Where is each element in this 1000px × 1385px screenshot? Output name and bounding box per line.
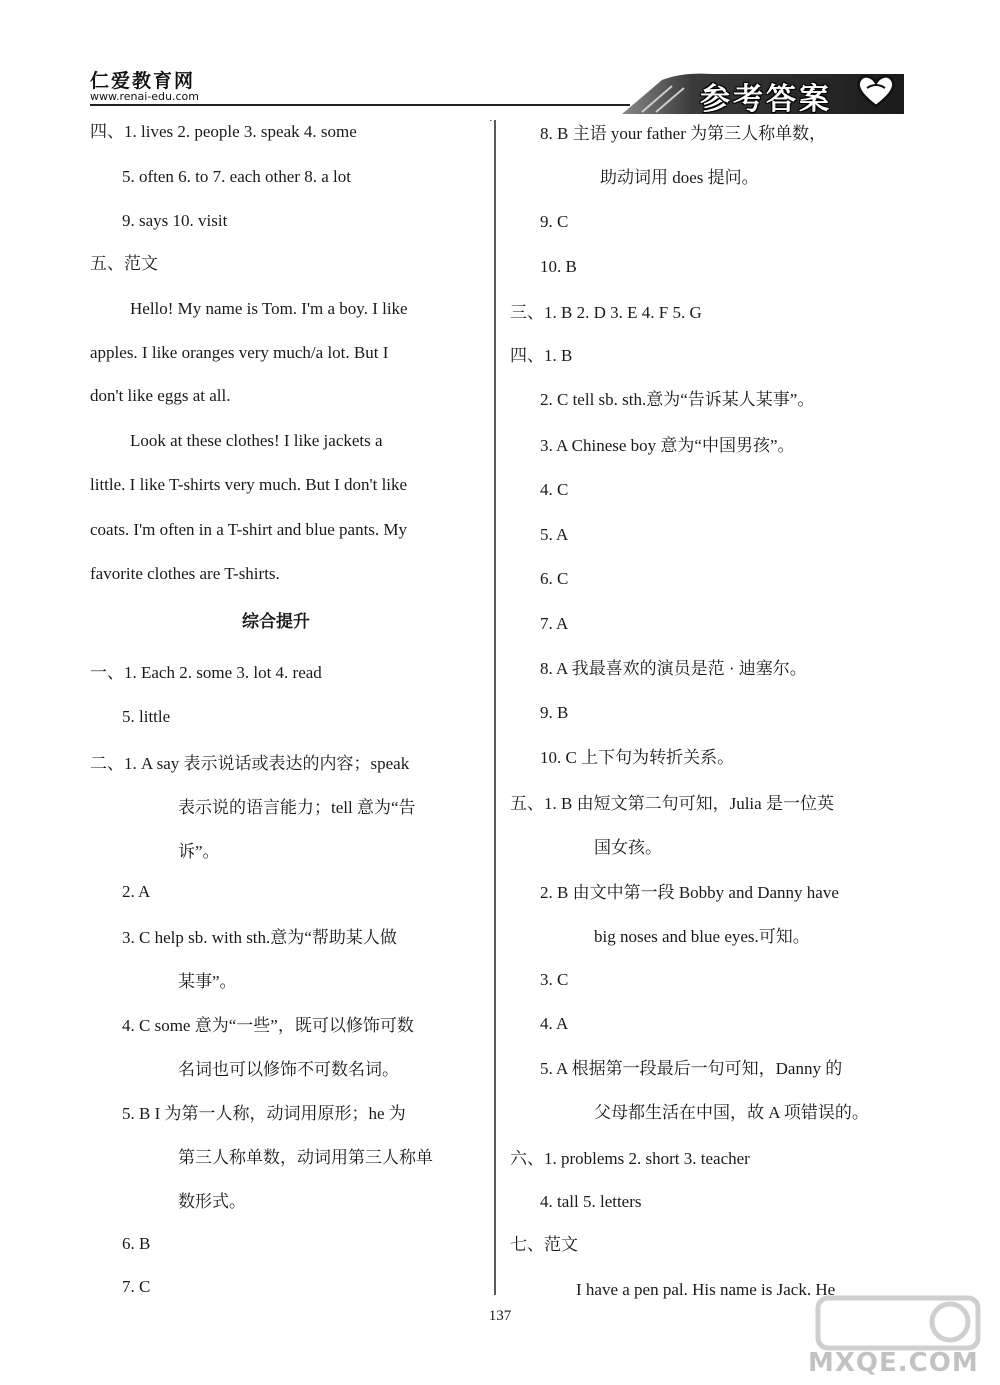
right-answer-line: 2. C tell sb. sth.意为“告诉某人某事”。 [540, 390, 815, 409]
left-answer-line: 诉”。 [178, 842, 220, 861]
page-header [0, 0, 1000, 115]
left-answer-line: 五、范文 [90, 254, 158, 273]
right-answer-line: 助动词用 does 提问。 [600, 168, 759, 187]
right-answer-line: 9. C [540, 212, 569, 231]
right-answer-line: I have a pen pal. His name is Jack. He [576, 1280, 836, 1299]
left-answer-line: 表示说的语言能力；tell 意为“告 [178, 798, 416, 817]
right-answer-line: 4. tall 5. letters [540, 1192, 642, 1211]
left-answer-line: apples. I like oranges very much/a lot. But I [90, 343, 389, 362]
left-answer-line: 名词也可以修饰不可数名词。 [178, 1060, 399, 1079]
right-answer-line: 3. C [540, 970, 569, 989]
right-answer-line: 7. A [540, 614, 569, 633]
left-answer-line: Hello! My name is Tom. I'm a boy. I like [130, 299, 408, 318]
right-answer-line: 七、范文 [510, 1235, 578, 1254]
right-answer-line: 10. B [540, 257, 577, 276]
left-answer-line: 5. little [122, 707, 171, 726]
left-answer-line: 3. C help sb. with sth.意为“帮助某人做 [122, 928, 397, 947]
left-answer-line: 四、1. lives 2. people 3. speak 4. some [90, 122, 357, 141]
left-answer-line: 第三人称单数，动词用第三人称单 [178, 1148, 433, 1167]
banner-title: 参考答案 [700, 82, 832, 117]
page-number: 137 [488, 1308, 512, 1324]
site-url: www.renai-edu.com [90, 90, 199, 103]
right-answer-line: 5. A 根据第一段最后一句可知，Danny 的 [540, 1059, 843, 1078]
right-answer-line: 6. C [540, 569, 569, 588]
left-answer-line: 数形式。 [178, 1192, 246, 1211]
left-answer-line: 4. C some 意为“一些”，既可以修饰可数 [122, 1016, 414, 1035]
right-answer-line: 六、1. problems 2. short 3. teacher [510, 1149, 750, 1168]
left-answer-line: Look at these clothes! I like jackets a [130, 431, 383, 450]
heart-logo-icon [856, 74, 896, 108]
header-rule [90, 104, 630, 106]
left-answer-line: 9. says 10. visit [122, 211, 228, 230]
left-answer-line: 二、1. A say 表示说话或表达的内容；speak [90, 754, 410, 773]
left-answer-line: favorite clothes are T-shirts. [90, 564, 280, 583]
left-answer-line: 综合提升 [242, 612, 310, 632]
left-answer-line: 7. C [122, 1277, 151, 1296]
left-answer-line: don't like eggs at all. [90, 386, 231, 405]
right-answer-line: 4. A [540, 1014, 569, 1033]
site-brand: 仁爱教育网 [90, 70, 196, 92]
left-answer-line: 2. A [122, 882, 151, 901]
right-answer-line: 9. B [540, 703, 569, 722]
left-answer-line: 一、1. Each 2. some 3. lot 4. read [90, 663, 322, 682]
right-answer-line: 3. A Chinese boy 意为“中国男孩”。 [540, 436, 795, 455]
left-answer-line: 5. often 6. to 7. each other 8. a lot [122, 167, 351, 186]
right-answer-line: 8. A 我最喜欢的演员是范 · 迪塞尔。 [540, 659, 807, 678]
right-answer-line: 5. A [540, 525, 569, 544]
left-answer-line: 6. B [122, 1234, 151, 1253]
column-divider [490, 120, 500, 1295]
right-answer-line: 8. B 主语 your father 为第三人称单数， [540, 124, 827, 143]
watermark-text: MXQE.COM [808, 1348, 979, 1378]
left-answer-line: coats. I'm often in a T-shirt and blue pants. My [90, 520, 408, 539]
right-answer-line: big noses and blue eyes.可知。 [594, 927, 810, 946]
right-answer-line: 四、1. B [510, 346, 573, 365]
right-answer-line: 国女孩。 [594, 838, 662, 857]
right-answer-line: 2. B 由文中第一段 Bobby and Danny have [540, 883, 839, 902]
left-answer-line: little. I like T-shirts very much. But I don't like [90, 475, 408, 494]
right-answer-line: 10. C 上下句为转折关系。 [540, 748, 735, 767]
right-answer-line: 五、1. B 由短文第二句可知，Julia 是一位英 [510, 794, 834, 813]
left-answer-line: 5. B I 为第一人称，动词用原形；he 为 [122, 1104, 406, 1123]
right-answer-line: 三、1. B 2. D 3. E 4. F 5. G [510, 303, 702, 322]
right-answer-line: 4. C [540, 480, 569, 499]
right-answer-line: 父母都生活在中国，故 A 项错误的。 [594, 1103, 869, 1122]
left-answer-line: 某事”。 [178, 972, 237, 991]
